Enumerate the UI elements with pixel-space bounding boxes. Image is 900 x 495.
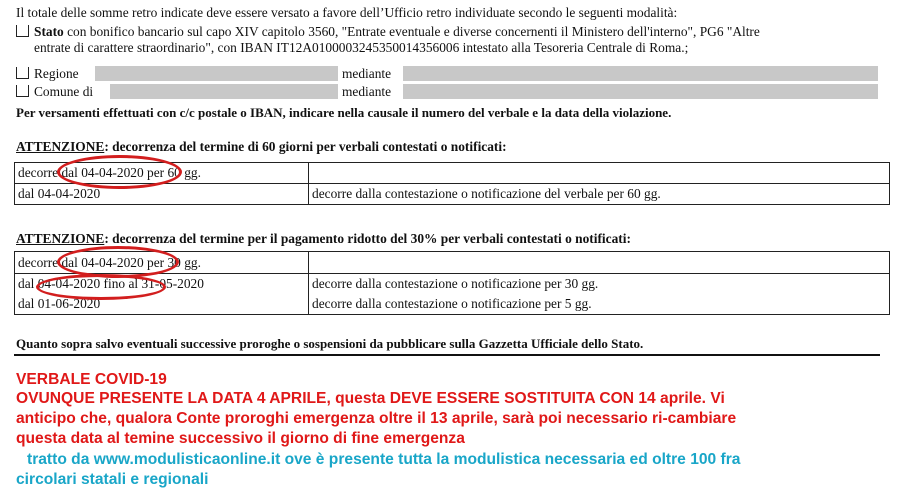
regione-mediante-label: mediante — [342, 66, 392, 81]
section2-attention: ATTENZIONE — [16, 231, 105, 246]
section1-title — [16, 139, 507, 155]
credit-line: circolari statali e regionali — [16, 471, 209, 488]
regione-redacted-field — [95, 66, 338, 81]
section1-cell — [309, 163, 890, 184]
annotation-line: questa data al temine successivo il giorno di fine emergenza — [16, 430, 465, 447]
annotation-line: OVUNQUE PRESENTE LA DATA 4 APRILE, questa DEVE ESSERE SOSTITUITA CON 14 aprile. Vi — [16, 390, 725, 407]
comune-option — [16, 84, 93, 100]
section1-title-rest: : decorrenza del termine di 60 giorni per verbali contestati o notificati: — [104, 139, 507, 154]
stato-option — [16, 24, 760, 40]
regione-option — [16, 66, 79, 82]
section2-cell — [309, 252, 890, 274]
divider — [14, 354, 880, 356]
section2-cell: decorre dalla contestazione o notificazione per 5 gg. — [309, 294, 890, 315]
section1-attention: ATTENZIONE — [16, 139, 105, 154]
stato-label: Stato — [34, 24, 64, 39]
annotation-heading: VERBALE COVID-19 — [16, 371, 167, 388]
stato-text-2: entrate di carattere straordinario", con IBAN IT12A0100003245350014356006 intestato alla Tesoreria Centrale di Roma.; — [34, 40, 689, 55]
section2-title — [16, 231, 631, 247]
regione-mediante-redacted — [403, 66, 878, 81]
comune-mediante-label: mediante — [342, 84, 392, 99]
section2-cell: dal 01-06-2020 — [15, 294, 309, 315]
section2-cell: decorre dal 04-04-2020 per 30 gg. — [15, 252, 309, 274]
credit-line: tratto da www.modulisticaonline.it ove è presente tutta la modulistica necessaria ed oltre 100 fra — [27, 451, 741, 468]
regione-checkbox[interactable] — [16, 67, 29, 79]
section1-cell: decorre dalla contestazione o notificazione del verbale per 60 gg. — [309, 184, 890, 205]
comune-checkbox[interactable] — [16, 85, 29, 97]
section1-cell: decorre dal 04-04-2020 per 60 gg. — [15, 163, 309, 184]
comune-mediante-redacted — [403, 84, 878, 99]
payment-note: Per versamenti effettuati con c/c postale o IBAN, indicare nella causale il numero del verbale e la data della violazione. — [16, 105, 672, 120]
stato-checkbox[interactable] — [16, 25, 29, 37]
section2-title-rest: : decorrenza del termine per il pagamento ridotto del 30% per verbali contestati o notificati: — [104, 231, 631, 246]
highlight-circle — [57, 155, 182, 189]
closing-text: Quanto sopra salvo eventuali successive proroghe o sospensioni da pubblicare sulla Gazzetta Ufficiale dello Stato. — [16, 336, 644, 351]
comune-redacted-field — [110, 84, 338, 99]
section2-cell: dal 04-04-2020 fino al 31-05-2020 — [15, 274, 309, 295]
comune-label: Comune di — [34, 84, 94, 99]
section1-cell: dal 04-04-2020 — [15, 184, 309, 205]
table-row — [15, 294, 890, 315]
stato-text: con bonifico bancario sul capo XIV capitolo 3560, "Entrate eventuale e diverse concernenti il Ministero dell'interno", PG6 "Altre — [63, 24, 760, 39]
annotation-line: anticipo che, qualora Conte proroghi emergenza oltre il 13 aprile, sarà poi necessario ri-cambiare — [16, 410, 737, 427]
regione-label: Regione — [34, 66, 79, 81]
section2-cell: decorre dalla contestazione o notificazione per 30 gg. — [309, 274, 890, 295]
intro-line: Il totale delle somme retro indicate deve essere versato a favore dell’Ufficio retro individuate secondo le seguenti modalità: — [16, 5, 678, 20]
highlight-circle — [57, 246, 179, 278]
highlight-circle — [36, 274, 166, 300]
